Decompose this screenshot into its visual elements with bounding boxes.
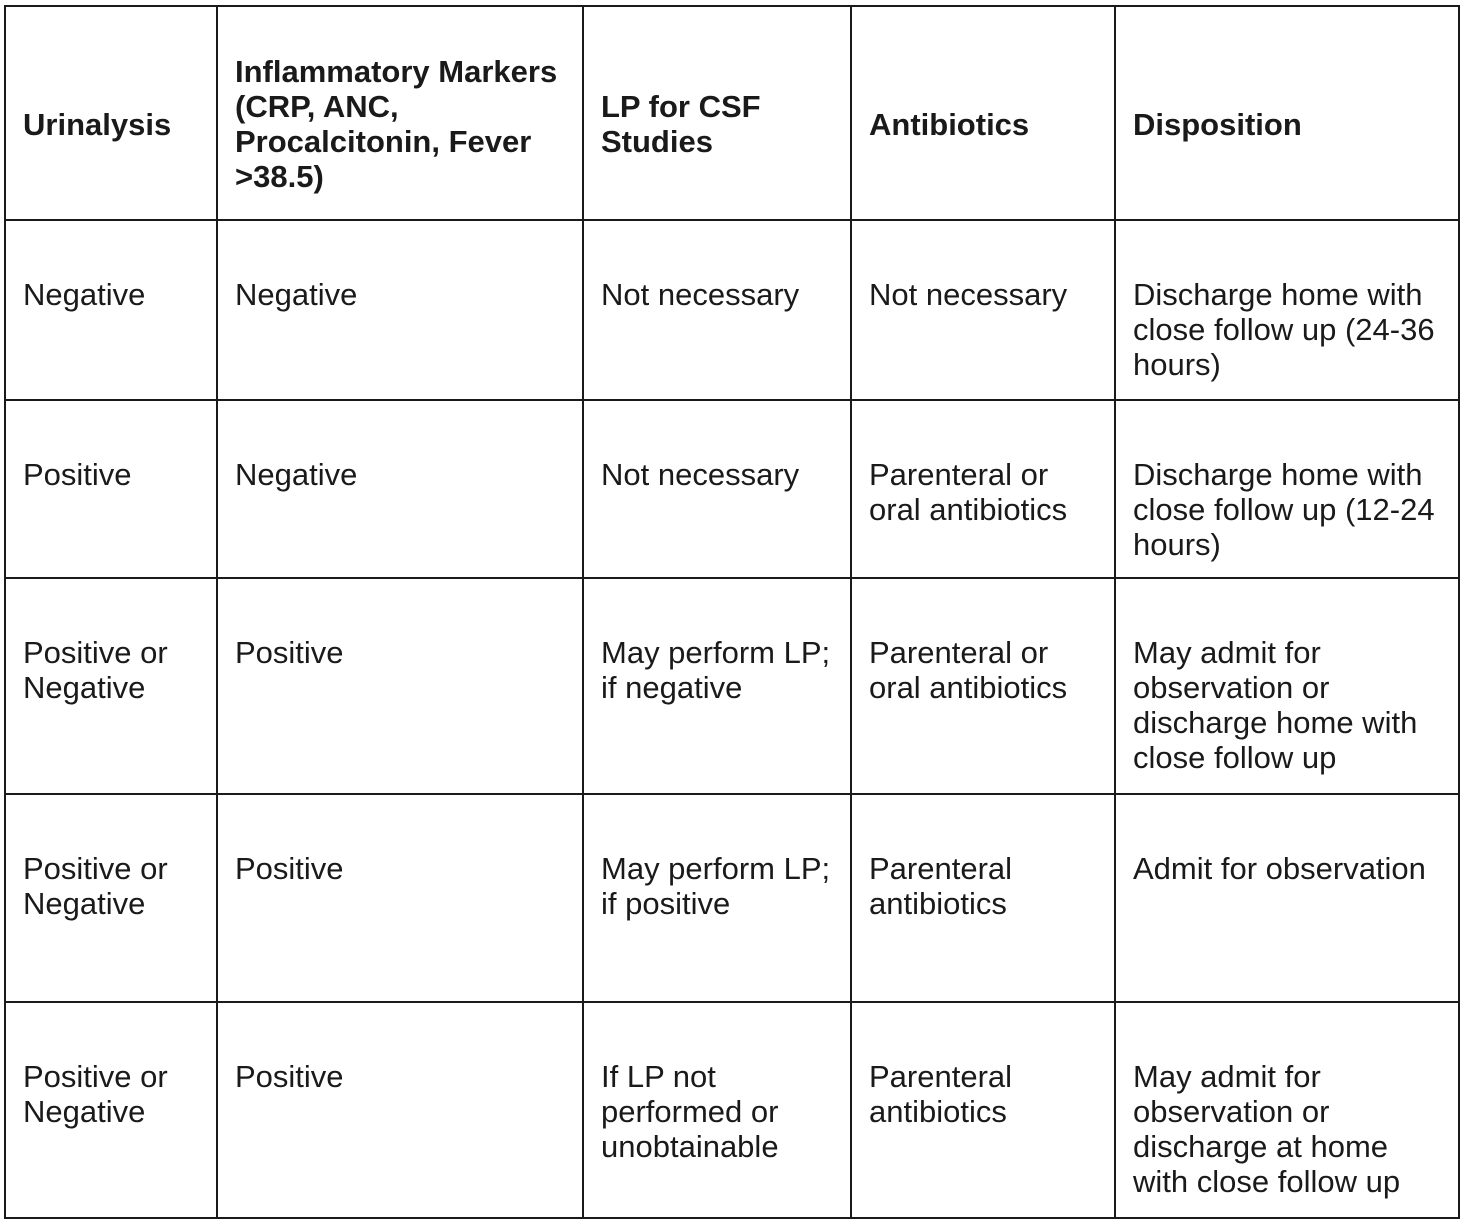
cell-urinalysis: Negative: [5, 220, 217, 400]
cell-urinalysis: Positive or Negative: [5, 794, 217, 1002]
table-row: [5, 220, 1459, 400]
clinical-decision-table: [4, 5, 1460, 1219]
table-row: [5, 794, 1459, 1002]
cell-lp-csf-studies: Not necessary: [583, 220, 851, 400]
table-row: [5, 400, 1459, 578]
cell-antibiotics: Parenteral or oral antibiotics: [851, 400, 1115, 578]
cell-antibiotics: Parenteral or oral antibiotics: [851, 578, 1115, 794]
table-row: [5, 578, 1459, 794]
cell-lp-csf-studies: Not necessary: [583, 400, 851, 578]
cell-disposition: Discharge home with close follow up (24-36 hours): [1115, 220, 1459, 400]
cell-urinalysis: Positive or Negative: [5, 1002, 217, 1218]
cell-lp-csf-studies: If LP not performed or unobtainable: [583, 1002, 851, 1218]
cell-disposition: May admit for observation or discharge home with close follow up: [1115, 578, 1459, 794]
cell-inflammatory-markers: Negative: [217, 220, 583, 400]
cell-lp-csf-studies: May perform LP; if positive: [583, 794, 851, 1002]
cell-disposition: May admit for observation or discharge at home with close follow up: [1115, 1002, 1459, 1218]
cell-inflammatory-markers: Negative: [217, 400, 583, 578]
cell-urinalysis: Positive: [5, 400, 217, 578]
cell-antibiotics: Not necessary: [851, 220, 1115, 400]
cell-antibiotics: Parenteral antibiotics: [851, 1002, 1115, 1218]
cell-inflammatory-markers: Positive: [217, 1002, 583, 1218]
cell-disposition: Discharge home with close follow up (12-24 hours): [1115, 400, 1459, 578]
header-lp-csf-studies: LP for CSF Studies: [583, 6, 851, 220]
cell-urinalysis: Positive or Negative: [5, 578, 217, 794]
cell-inflammatory-markers: Positive: [217, 578, 583, 794]
cell-lp-csf-studies: May perform LP; if negative: [583, 578, 851, 794]
table-row: [5, 1002, 1459, 1218]
header-disposition: Disposition: [1115, 6, 1459, 220]
header-antibiotics: Antibiotics: [851, 6, 1115, 220]
header-urinalysis: Urinalysis: [5, 6, 217, 220]
table-header-row: [5, 6, 1459, 220]
cell-inflammatory-markers: Positive: [217, 794, 583, 1002]
header-inflammatory-markers: Inflammatory Markers (CRP, ANC, Procalcitonin, Fever >38.5): [217, 6, 583, 220]
cell-antibiotics: Parenteral antibiotics: [851, 794, 1115, 1002]
cell-disposition: Admit for observation: [1115, 794, 1459, 1002]
